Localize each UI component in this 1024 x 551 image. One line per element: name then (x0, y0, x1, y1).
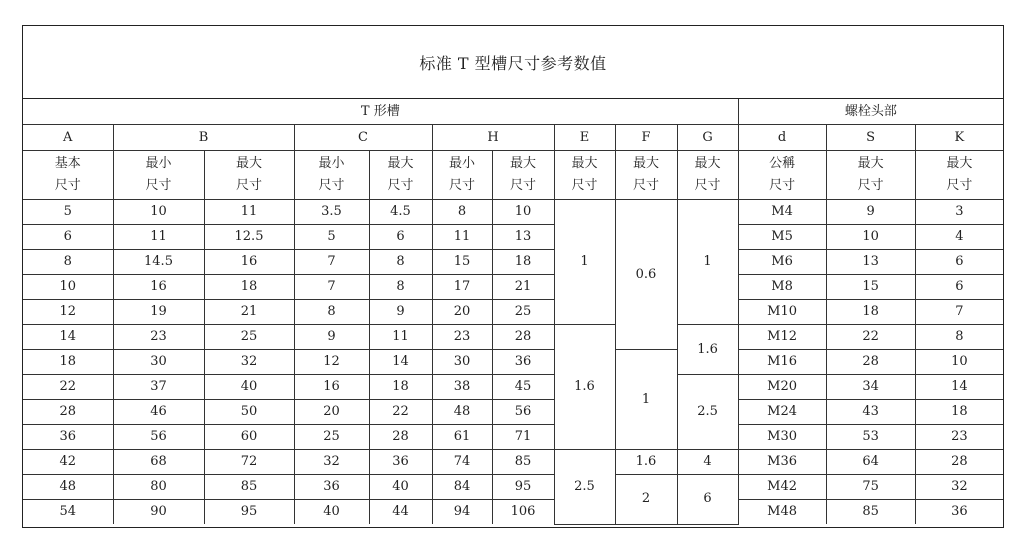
cell-h-min: 20 (432, 300, 492, 325)
cell-b-min: 30 (113, 350, 204, 375)
cell-b-min: 16 (113, 275, 204, 300)
cell-h-min: 61 (432, 425, 492, 450)
cell-h-max: 45 (492, 375, 554, 400)
column-subheader (294, 151, 369, 200)
cell-d-nominal: M16 (738, 350, 826, 375)
cell-b-max: 18 (204, 275, 294, 300)
cell-c-min: 32 (294, 450, 369, 475)
cell-f-max: 0.6 (615, 200, 677, 350)
subheader-line: 最小 (448, 156, 475, 171)
column-letter-row (23, 125, 1003, 151)
cell-c-min: 8 (294, 300, 369, 325)
cell-a: 8 (23, 250, 113, 275)
cell-s-max: 18 (826, 300, 915, 325)
column-letter-g: G (677, 125, 738, 151)
cell-c-max: 4.5 (369, 200, 432, 225)
dimension-table (23, 99, 1003, 525)
cell-s-max: 75 (826, 475, 915, 500)
cell-e-max: 2.5 (554, 450, 615, 525)
cell-h-max: 85 (492, 450, 554, 475)
cell-a: 42 (23, 450, 113, 475)
subheader-line: 最大 (946, 156, 973, 171)
subheader-line: 尺寸 (509, 178, 536, 193)
subheader-line: 尺寸 (387, 178, 414, 193)
cell-b-min: 37 (113, 375, 204, 400)
cell-d-nominal: M24 (738, 400, 826, 425)
subheader-line: 最大 (857, 156, 884, 171)
column-subheader (113, 151, 204, 200)
cell-k-max: 36 (915, 500, 1003, 525)
cell-d-nominal: M10 (738, 300, 826, 325)
cell-a: 18 (23, 350, 113, 375)
cell-g-max: 6 (677, 475, 738, 525)
cell-h-min: 38 (432, 375, 492, 400)
cell-s-max: 28 (826, 350, 915, 375)
cell-b-max: 50 (204, 400, 294, 425)
cell-a: 6 (23, 225, 113, 250)
cell-c-min: 40 (294, 500, 369, 525)
table-row (23, 475, 1003, 500)
cell-b-min: 11 (113, 225, 204, 250)
cell-k-max: 6 (915, 275, 1003, 300)
cell-h-max: 56 (492, 400, 554, 425)
cell-b-min: 46 (113, 400, 204, 425)
column-letter-e: E (554, 125, 615, 151)
cell-c-max: 9 (369, 300, 432, 325)
subheader-line: 尺寸 (235, 178, 262, 193)
cell-c-max: 28 (369, 425, 432, 450)
cell-h-min: 17 (432, 275, 492, 300)
cell-d-nominal: M30 (738, 425, 826, 450)
column-letter-k: K (915, 125, 1003, 151)
cell-d-nominal: M4 (738, 200, 826, 225)
column-subheader (826, 151, 915, 200)
cell-c-min: 3.5 (294, 200, 369, 225)
cell-c-max: 14 (369, 350, 432, 375)
table-row (23, 350, 1003, 375)
column-subheader (432, 151, 492, 200)
cell-b-min: 23 (113, 325, 204, 350)
cell-b-max: 60 (204, 425, 294, 450)
cell-b-max: 21 (204, 300, 294, 325)
subheader-line: 尺寸 (145, 178, 172, 193)
cell-d-nominal: M20 (738, 375, 826, 400)
table-row (23, 500, 1003, 525)
cell-c-min: 7 (294, 250, 369, 275)
cell-b-max: 40 (204, 375, 294, 400)
subheader-line: 最大 (235, 156, 262, 171)
cell-k-max: 18 (915, 400, 1003, 425)
cell-c-min: 16 (294, 375, 369, 400)
cell-h-max: 28 (492, 325, 554, 350)
cell-h-min: 74 (432, 450, 492, 475)
cell-h-min: 15 (432, 250, 492, 275)
cell-s-max: 64 (826, 450, 915, 475)
cell-b-max: 25 (204, 325, 294, 350)
cell-g-max: 1 (677, 200, 738, 325)
cell-h-max: 71 (492, 425, 554, 450)
cell-a: 12 (23, 300, 113, 325)
cell-c-min: 9 (294, 325, 369, 350)
cell-h-min: 8 (432, 200, 492, 225)
table-row (23, 275, 1003, 300)
subheader-line: 最大 (694, 156, 721, 171)
cell-c-max: 36 (369, 450, 432, 475)
cell-b-max: 95 (204, 500, 294, 525)
cell-a: 36 (23, 425, 113, 450)
cell-d-nominal: M48 (738, 500, 826, 525)
column-subheader (915, 151, 1003, 200)
cell-c-max: 8 (369, 250, 432, 275)
cell-a: 14 (23, 325, 113, 350)
table-row (23, 325, 1003, 350)
cell-b-max: 85 (204, 475, 294, 500)
table-row (23, 225, 1003, 250)
subheader-line: 尺寸 (632, 178, 659, 193)
cell-b-min: 10 (113, 200, 204, 225)
cell-k-max: 8 (915, 325, 1003, 350)
cell-h-min: 48 (432, 400, 492, 425)
table-row (23, 375, 1003, 400)
cell-c-min: 5 (294, 225, 369, 250)
cell-h-max: 10 (492, 200, 554, 225)
subheader-line: 尺寸 (769, 178, 796, 193)
cell-f-max: 2 (615, 475, 677, 525)
cell-d-nominal: M5 (738, 225, 826, 250)
cell-d-nominal: M42 (738, 475, 826, 500)
cell-s-max: 13 (826, 250, 915, 275)
cell-s-max: 10 (826, 225, 915, 250)
cell-f-max: 1.6 (615, 450, 677, 475)
cell-k-max: 32 (915, 475, 1003, 500)
section-bolt-head: 螺栓头部 (738, 99, 1003, 125)
cell-b-min: 80 (113, 475, 204, 500)
column-subheader (677, 151, 738, 200)
cell-k-max: 6 (915, 250, 1003, 275)
cell-h-min: 30 (432, 350, 492, 375)
cell-e-max: 1 (554, 200, 615, 325)
cell-h-max: 21 (492, 275, 554, 300)
cell-b-min: 90 (113, 500, 204, 525)
cell-c-max: 22 (369, 400, 432, 425)
column-letter-a: A (23, 125, 113, 151)
subheader-line: 公稱 (769, 156, 796, 171)
cell-c-min: 36 (294, 475, 369, 500)
subheader-line: 最大 (509, 156, 536, 171)
section-header-row (23, 99, 1003, 125)
cell-s-max: 53 (826, 425, 915, 450)
cell-b-max: 11 (204, 200, 294, 225)
cell-g-max: 4 (677, 450, 738, 475)
column-letter-d: d (738, 125, 826, 151)
cell-h-min: 84 (432, 475, 492, 500)
cell-b-max: 32 (204, 350, 294, 375)
subheader-line: 尺寸 (571, 178, 598, 193)
cell-d-nominal: M6 (738, 250, 826, 275)
cell-h-min: 11 (432, 225, 492, 250)
subheader-line: 最大 (632, 156, 659, 171)
column-subheader (738, 151, 826, 200)
table-row (23, 200, 1003, 225)
cell-e-max: 1.6 (554, 325, 615, 450)
cell-b-min: 14.5 (113, 250, 204, 275)
cell-c-min: 25 (294, 425, 369, 450)
cell-c-max: 6 (369, 225, 432, 250)
subheader-line: 尺寸 (857, 178, 884, 193)
cell-s-max: 15 (826, 275, 915, 300)
cell-h-min: 94 (432, 500, 492, 525)
subheader-line: 尺寸 (694, 178, 721, 193)
subheader-line: 尺寸 (54, 178, 81, 193)
cell-a: 48 (23, 475, 113, 500)
column-letter-c: C (294, 125, 432, 151)
cell-h-max: 106 (492, 500, 554, 525)
cell-b-max: 12.5 (204, 225, 294, 250)
cell-s-max: 22 (826, 325, 915, 350)
cell-a: 5 (23, 200, 113, 225)
cell-b-min: 56 (113, 425, 204, 450)
cell-d-nominal: M8 (738, 275, 826, 300)
cell-k-max: 4 (915, 225, 1003, 250)
table-row (23, 300, 1003, 325)
column-subheader (369, 151, 432, 200)
cell-h-max: 95 (492, 475, 554, 500)
cell-h-max: 25 (492, 300, 554, 325)
column-letter-f: F (615, 125, 677, 151)
cell-f-max: 1 (615, 350, 677, 450)
table-row (23, 450, 1003, 475)
cell-h-max: 18 (492, 250, 554, 275)
cell-k-max: 10 (915, 350, 1003, 375)
subheader-line: 最小 (145, 156, 172, 171)
cell-h-max: 13 (492, 225, 554, 250)
cell-c-max: 44 (369, 500, 432, 525)
cell-b-min: 68 (113, 450, 204, 475)
cell-c-min: 12 (294, 350, 369, 375)
cell-c-max: 40 (369, 475, 432, 500)
cell-h-min: 23 (432, 325, 492, 350)
column-letter-b: B (113, 125, 294, 151)
column-subheader (23, 151, 113, 200)
cell-d-nominal: M36 (738, 450, 826, 475)
cell-k-max: 14 (915, 375, 1003, 400)
cell-c-max: 11 (369, 325, 432, 350)
table-row (23, 250, 1003, 275)
subheader-line: 尺寸 (946, 178, 973, 193)
cell-b-min: 19 (113, 300, 204, 325)
cell-c-max: 18 (369, 375, 432, 400)
cell-k-max: 7 (915, 300, 1003, 325)
cell-c-max: 8 (369, 275, 432, 300)
cell-s-max: 43 (826, 400, 915, 425)
cell-k-max: 23 (915, 425, 1003, 450)
cell-s-max: 85 (826, 500, 915, 525)
column-subheader (615, 151, 677, 200)
cell-a: 28 (23, 400, 113, 425)
cell-k-max: 28 (915, 450, 1003, 475)
t-slot-reference-table (22, 25, 1004, 528)
cell-d-nominal: M12 (738, 325, 826, 350)
table-title: 标准 T 型槽尺寸参考数值 (23, 26, 1003, 99)
cell-s-max: 9 (826, 200, 915, 225)
column-letter-h: H (432, 125, 554, 151)
cell-b-max: 16 (204, 250, 294, 275)
subheader-line: 最大 (571, 156, 598, 171)
subheader-line: 最小 (318, 156, 345, 171)
cell-s-max: 34 (826, 375, 915, 400)
cell-b-max: 72 (204, 450, 294, 475)
column-subheader (204, 151, 294, 200)
cell-c-min: 20 (294, 400, 369, 425)
cell-g-max: 1.6 (677, 325, 738, 375)
column-subheader (554, 151, 615, 200)
column-subheader (492, 151, 554, 200)
cell-a: 54 (23, 500, 113, 525)
cell-a: 22 (23, 375, 113, 400)
subheader-line: 尺寸 (318, 178, 345, 193)
cell-g-max: 2.5 (677, 375, 738, 450)
section-t-slot: T 形槽 (23, 99, 738, 125)
cell-k-max: 3 (915, 200, 1003, 225)
subheader-line: 最大 (387, 156, 414, 171)
table-row (23, 400, 1003, 425)
cell-h-max: 36 (492, 350, 554, 375)
table-row (23, 425, 1003, 450)
column-letter-s: S (826, 125, 915, 151)
subheader-line: 基本 (54, 156, 81, 171)
cell-a: 10 (23, 275, 113, 300)
cell-c-min: 7 (294, 275, 369, 300)
column-subheader-row (23, 151, 1003, 200)
subheader-line: 尺寸 (448, 178, 475, 193)
